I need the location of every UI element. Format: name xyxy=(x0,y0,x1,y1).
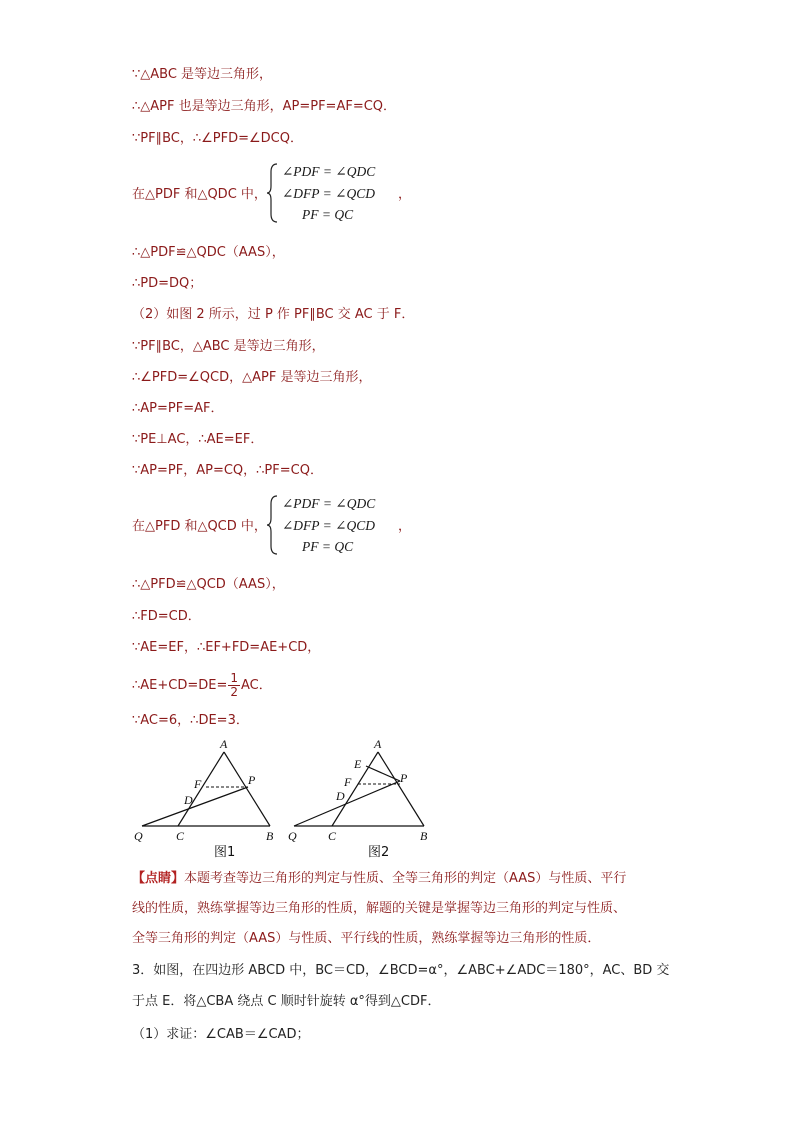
brace-1 xyxy=(266,162,280,224)
comment-line-3: 全等三角形的判定（AAS）与性质、平行线的性质，熟练掌握等边三角形的性质． xyxy=(132,931,601,946)
line-8: ∵PF∥BC，△ABC 是等边三角形， xyxy=(132,339,325,354)
system2-row2: ∠DFP = ∠QCD xyxy=(282,518,375,533)
fig1-label-C: C xyxy=(176,829,185,843)
line-1: ∵△ABC 是等边三角形， xyxy=(132,67,273,82)
fig1-label-P: P xyxy=(248,773,256,787)
line-2: ∴△APF 也是等边三角形，AP=PF=AF=CQ． xyxy=(132,99,397,114)
fig2-label-B: B xyxy=(420,829,428,843)
line-16: ∵AE=EF，∴EF+FD=AE+CD， xyxy=(132,640,321,655)
system1-row3: PF = QC xyxy=(302,207,354,222)
line-5: ∴△PDF≌△QDC（AAS）， xyxy=(132,245,285,260)
figure-2 xyxy=(286,734,446,862)
system2-row3: PF = QC xyxy=(302,539,354,554)
line-3: ∵PF∥BC，∴∠PFD=∠DCQ． xyxy=(132,131,303,146)
line-18: ∵AC=6，∴DE=3． xyxy=(132,713,249,728)
fig2-label-Q: Q xyxy=(288,829,297,843)
line-4-suffix: ， xyxy=(398,187,412,202)
fig1-side-AB xyxy=(224,752,270,826)
line-13-suffix: ， xyxy=(398,519,412,534)
comment-line-1 xyxy=(132,870,626,888)
fraction-denominator: 2 xyxy=(230,685,239,699)
fig2-caption: 图2 xyxy=(368,845,390,860)
system2-row1: ∠PDF = ∠QDC xyxy=(282,496,376,511)
line-13-prefix: 在△PFD 和△QCD 中， xyxy=(132,519,267,534)
line-11: ∵PE⊥AC，∴AE=EF． xyxy=(132,432,264,447)
line-4-prefix: 在△PDF 和△QDC 中， xyxy=(132,187,267,202)
line-9: ∴∠PFD=∠QCD，△APF 是等边三角形， xyxy=(132,370,372,385)
line-6: ∴PD=DQ； xyxy=(132,276,203,291)
comment-title: 【点睛】 xyxy=(132,871,185,886)
line-17-suffix: AC． xyxy=(241,678,272,693)
system1-row2: ∠DFP = ∠QCD xyxy=(282,186,375,201)
fig2-label-C: C xyxy=(328,829,337,843)
fig2-side-AB xyxy=(378,752,424,826)
line-10: ∴AP=PF=AF． xyxy=(132,401,224,416)
fig2-label-A: A xyxy=(374,737,382,751)
comment-line-2: 线的性质，熟练掌握等边三角形的性质，解题的关键是掌握等边三角形的判定与性质、 xyxy=(132,901,627,916)
system1-row1: ∠PDF = ∠QDC xyxy=(282,164,376,179)
fig2-label-E: E xyxy=(354,757,362,771)
fig1-line-QP xyxy=(142,787,248,826)
fig1-label-Q: Q xyxy=(134,829,143,843)
line-7: （2）如图 2 所示，过 P 作 PF∥BC 交 AC 于 F． xyxy=(132,307,415,322)
line-17 xyxy=(132,672,272,699)
line-12: ∵AP=PF，AP=CQ，∴PF=CQ． xyxy=(132,463,323,478)
fig1-label-A: A xyxy=(220,737,228,751)
line-14: ∴△PFD≌△QCD（AAS）， xyxy=(132,577,285,592)
fig1-label-B: B xyxy=(266,829,274,843)
brace-2 xyxy=(266,494,280,556)
fraction-numerator: 1 xyxy=(230,671,239,685)
fig1-label-D: D xyxy=(184,793,193,807)
problem3-line-3: （1）求证：∠CAB＝∠CAD； xyxy=(132,1027,310,1042)
fig2-line-PE xyxy=(366,766,400,781)
fig1-caption: 图1 xyxy=(214,845,236,860)
line-15: ∴FD=CD． xyxy=(132,609,201,624)
fraction-one-half xyxy=(228,672,240,699)
figure-1 xyxy=(130,734,290,862)
problem3-line-1: 3．如图，在四边形 ABCD 中，BC＝CD，∠BCD=α°，∠ABC+∠ADC＝180°，AC、BD 交 xyxy=(132,963,670,978)
fig2-label-F: F xyxy=(344,775,352,789)
fig2-label-P: P xyxy=(400,771,408,785)
problem3-line-2: 于点 E．将△CBA 绕点 C 顺时针旋转 α°得到△CDF． xyxy=(132,994,441,1009)
line-17-prefix: ∴AE+CD=DE= xyxy=(132,678,228,693)
fig2-label-D: D xyxy=(336,789,345,803)
comment-text-1: 本题考查等边三角形的判定与性质、全等三角形的判定（AAS）与性质、平行 xyxy=(184,871,627,886)
fig1-label-F: F xyxy=(194,777,202,791)
